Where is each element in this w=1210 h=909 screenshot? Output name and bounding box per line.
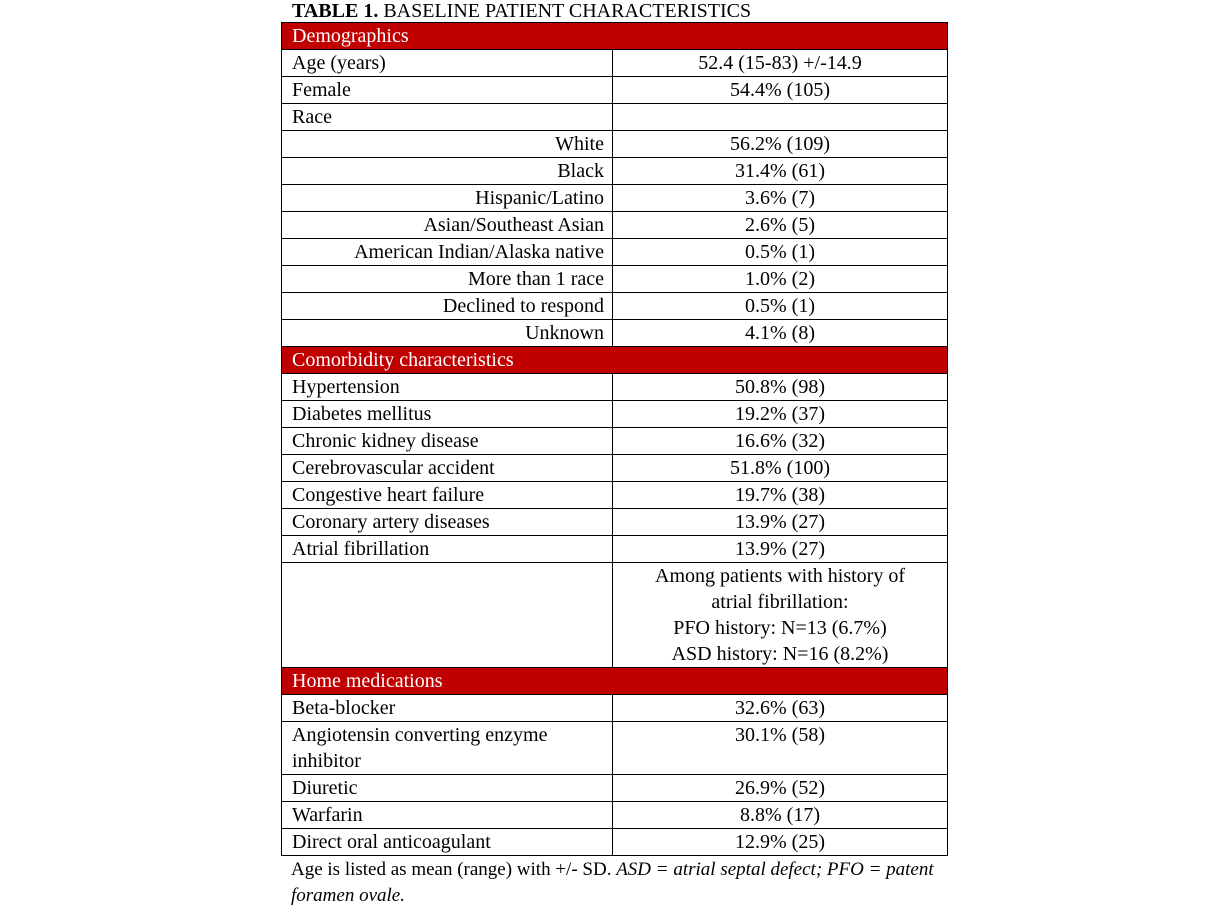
row-label: Beta-blocker — [282, 695, 613, 722]
section-header-row — [282, 23, 948, 50]
row-label: Chronic kidney disease — [282, 428, 613, 455]
table-caption — [281, 857, 941, 909]
row-value: 56.2% (109) — [613, 131, 948, 158]
row-value: 1.0% (2) — [613, 266, 948, 293]
row-label: Congestive heart failure — [282, 482, 613, 509]
table-title — [281, 0, 946, 22]
row-value: 51.8% (100) — [613, 455, 948, 482]
row-label: Atrial fibrillation — [282, 536, 613, 563]
row-label: Hispanic/Latino — [282, 185, 613, 212]
table-body — [282, 23, 948, 856]
row-label: Angiotensin converting enzyme inhibitor — [282, 722, 613, 775]
row-label: Diabetes mellitus — [282, 401, 613, 428]
table-row — [282, 455, 948, 482]
row-value: 3.6% (7) — [613, 185, 948, 212]
table-row — [282, 536, 948, 563]
patient-characteristics-table — [281, 22, 948, 856]
row-label: Direct oral anticoagulant — [282, 829, 613, 856]
row-value: 54.4% (105) — [613, 77, 948, 104]
table-row — [282, 266, 948, 293]
row-label: Hypertension — [282, 374, 613, 401]
table-row — [282, 482, 948, 509]
row-value: 8.8% (17) — [613, 802, 948, 829]
row-value: 12.9% (25) — [613, 829, 948, 856]
note-line: atrial fibrillation: — [711, 591, 849, 613]
table-document — [281, 0, 946, 909]
table-row — [282, 374, 948, 401]
table-row — [282, 239, 948, 266]
table-row — [282, 509, 948, 536]
section-header-row — [282, 347, 948, 374]
row-value: 0.5% (1) — [613, 239, 948, 266]
table-row — [282, 50, 948, 77]
section-heading: Comorbidity characteristics — [282, 347, 948, 374]
row-value: 31.4% (61) — [613, 158, 948, 185]
row-value: 26.9% (52) — [613, 775, 948, 802]
row-label: Diuretic — [282, 775, 613, 802]
table-row — [282, 212, 948, 239]
row-label: American Indian/Alaska native — [282, 239, 613, 266]
row-value: 50.8% (98) — [613, 374, 948, 401]
row-label: More than 1 race — [282, 266, 613, 293]
caption-plain: Age is listed as mean (range) with +/- SD. — [291, 859, 617, 880]
section-header-row — [282, 668, 948, 695]
note-line: PFO history: N=13 (6.7%) — [673, 617, 887, 639]
row-value: 32.6% (63) — [613, 695, 948, 722]
table-title-text: BASELINE PATIENT CHARACTERISTICS — [378, 0, 752, 22]
row-value: 19.2% (37) — [613, 401, 948, 428]
atrial-fibrillation-note-row — [282, 563, 948, 668]
table-row — [282, 131, 948, 158]
row-value: 13.9% (27) — [613, 536, 948, 563]
row-label: Black — [282, 158, 613, 185]
row-label: Coronary artery diseases — [282, 509, 613, 536]
row-value: 13.9% (27) — [613, 509, 948, 536]
table-row — [282, 320, 948, 347]
table-row — [282, 829, 948, 856]
row-label: Asian/Southeast Asian — [282, 212, 613, 239]
row-value — [613, 104, 948, 131]
row-value: 30.1% (58) — [613, 722, 948, 775]
table-row — [282, 401, 948, 428]
row-label: Female — [282, 77, 613, 104]
row-label: Unknown — [282, 320, 613, 347]
table-row — [282, 158, 948, 185]
section-heading: Demographics — [282, 23, 948, 50]
table-row — [282, 695, 948, 722]
row-label: Warfarin — [282, 802, 613, 829]
caption-italic: ASD = atrial septal defect; PFO = patent foramen ovale. — [291, 859, 934, 906]
row-label: Declined to respond — [282, 293, 613, 320]
table-row — [282, 802, 948, 829]
table-row — [282, 185, 948, 212]
row-label: White — [282, 131, 613, 158]
note-line: ASD history: N=16 (8.2%) — [671, 643, 889, 665]
row-value: 19.7% (38) — [613, 482, 948, 509]
row-label: Race — [282, 104, 613, 131]
table-row — [282, 428, 948, 455]
table-row — [282, 722, 948, 775]
note-line: Among patients with history of — [655, 565, 905, 587]
table-row — [282, 775, 948, 802]
table-row — [282, 293, 948, 320]
row-value: 16.6% (32) — [613, 428, 948, 455]
note-empty-label — [282, 563, 613, 668]
row-value: 2.6% (5) — [613, 212, 948, 239]
atrial-fibrillation-note — [613, 563, 948, 668]
row-value: 4.1% (8) — [613, 320, 948, 347]
row-value: 0.5% (1) — [613, 293, 948, 320]
table-row — [282, 77, 948, 104]
section-heading: Home medications — [282, 668, 948, 695]
row-label: Age (years) — [282, 50, 613, 77]
row-label: Cerebrovascular accident — [282, 455, 613, 482]
row-value: 52.4 (15-83) +/-14.9 — [613, 50, 948, 77]
table-row — [282, 104, 948, 131]
table-title-number: TABLE 1. — [292, 0, 379, 22]
